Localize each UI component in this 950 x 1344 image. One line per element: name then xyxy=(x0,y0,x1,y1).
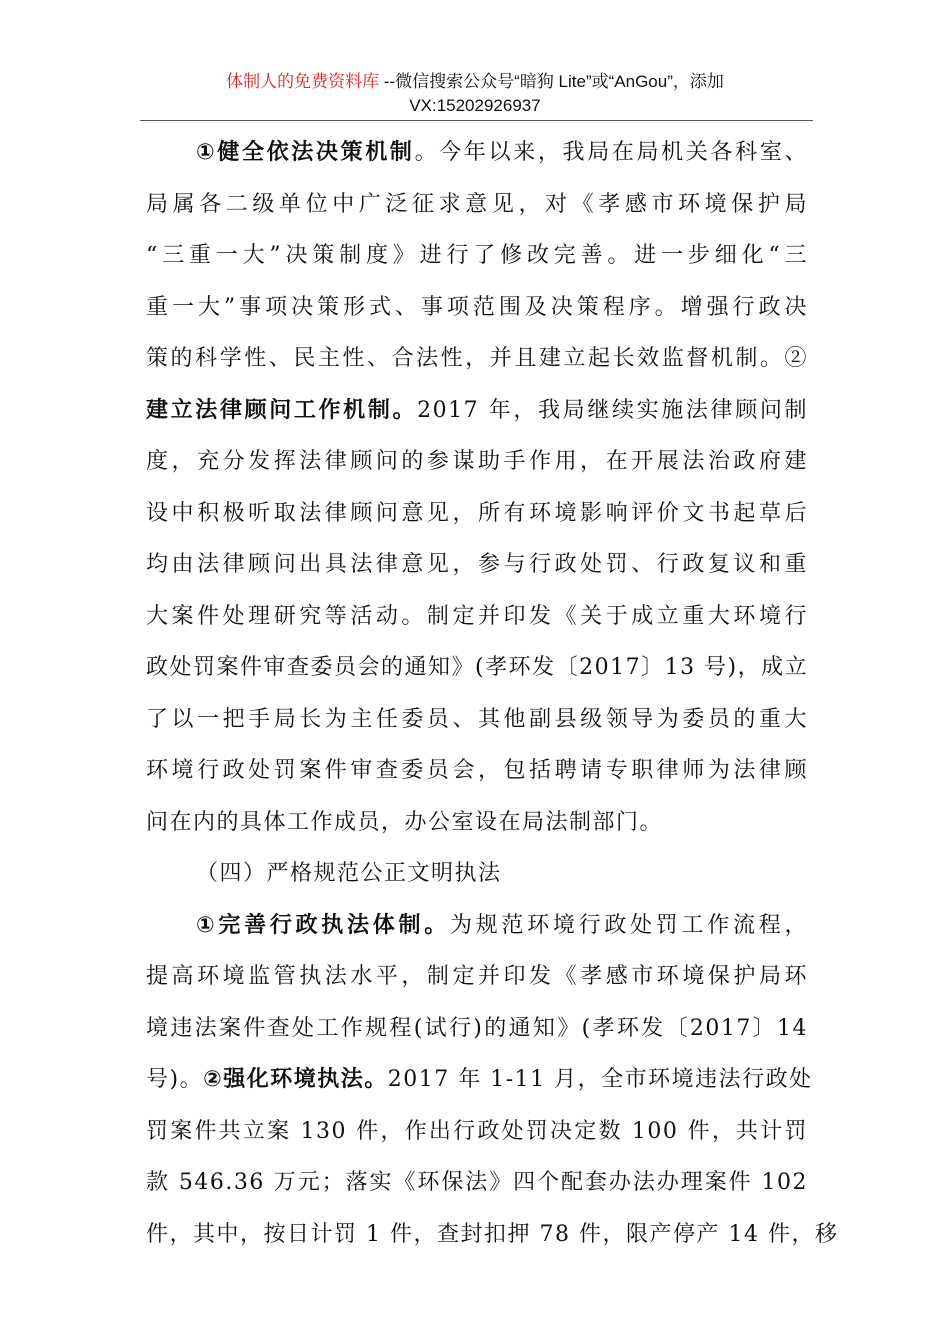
header-line-1 xyxy=(140,70,810,94)
header-divider xyxy=(140,120,813,121)
text-run: 罚案件共立案 130 件，作出行政处罚决定数 100 件，共计罚 xyxy=(146,1118,808,1144)
text-line xyxy=(146,230,808,282)
text-run: 局属各二级单位中广泛征求意见，对《孝感市环境保护局 xyxy=(146,191,808,217)
page-header xyxy=(140,70,810,118)
header-brand: 体制人的免费资料库 xyxy=(226,72,380,91)
text-line xyxy=(146,333,808,385)
text-run: 。今年以来，我局在局机关各科室、 xyxy=(414,140,808,165)
text-line xyxy=(146,385,808,437)
text-line xyxy=(146,539,808,591)
bold-run: ①完善行政执法体制。 xyxy=(196,912,450,938)
text-run: 环境行政处罚案件审查委员会，包括聘请专职律师为法律顾 xyxy=(146,758,808,783)
text-run: 设中积极听取法律顾问意见，所有环境影响评价文书起草后 xyxy=(146,500,808,526)
body-text xyxy=(146,127,839,1260)
header-notice: --微信搜索公众号“暗狗 Lite”或“AnGou”，添加 xyxy=(379,72,724,91)
text-run: 号)。 xyxy=(146,1067,204,1092)
text-run: 问在内的具体工作成员，办公室设在局法制部门。 xyxy=(146,809,664,835)
text-line xyxy=(146,797,808,849)
text-line xyxy=(146,642,808,694)
text-run: 2017 年，我局继续实施法律顾问制 xyxy=(417,397,808,423)
text-run: “三重一大”决策制度》进行了修改完善。进一步细化“三 xyxy=(146,243,808,268)
text-run: 提高环境监管执法水平，制定并印发《孝感市环境保护局环 xyxy=(146,964,808,989)
text-line xyxy=(146,900,808,952)
text-run: 2017 年 1-11 月，全市环境违法行政处 xyxy=(387,1067,813,1092)
text-line xyxy=(146,1003,808,1055)
text-line xyxy=(146,694,808,746)
text-run: 为规范环境行政处罚工作流程， xyxy=(449,912,808,938)
text-run: 重一大”事项决策形式、事项范围及决策程序。增强行政决 xyxy=(146,294,808,320)
text-run: （四）严格规范公正文明执法 xyxy=(196,861,502,886)
text-run: 件，其中，按日计罚 1 件，查封扣押 78 件，限产停产 14 件，移 xyxy=(146,1221,839,1247)
text-run: 款 546.36 万元；落实《环保法》四个配套办法办理案件 102 xyxy=(146,1170,808,1195)
text-run: 政处罚案件审查委员会的通知》(孝环发〔2017〕13 号)，成立 xyxy=(146,655,809,680)
bold-run: 建立法律顾问工作机制。 xyxy=(146,397,418,423)
text-line xyxy=(146,1054,813,1106)
bold-run: ②强化环境执法。 xyxy=(203,1067,388,1092)
text-line xyxy=(146,591,808,643)
text-run: 大案件处理研究等活动。制定并印发《关于成立重大环境行 xyxy=(146,603,808,629)
text-run: 境违法案件查处工作规程(试行)的通知》(孝环发〔2017〕14 xyxy=(146,1015,808,1041)
text-run: 了以一把手局长为主任委员、其他副县级领导为委员的重大 xyxy=(146,706,808,732)
section-heading xyxy=(146,848,808,900)
text-line xyxy=(146,1209,839,1261)
header-line-2: VX:15202926937 xyxy=(409,96,541,115)
text-line xyxy=(146,745,808,797)
bold-run: ①健全依法决策机制 xyxy=(196,140,415,165)
text-line xyxy=(146,1106,808,1158)
text-line xyxy=(146,127,808,179)
text-line xyxy=(146,951,808,1003)
text-line xyxy=(146,1157,808,1209)
text-line xyxy=(146,179,808,231)
text-run: 策的科学性、民主性、合法性，并且建立起长效监督机制。② xyxy=(146,346,808,371)
text-line xyxy=(146,436,808,488)
text-line xyxy=(146,488,808,540)
text-line xyxy=(146,282,808,334)
text-run: 度，充分发挥法律顾问的参谋助手作用，在开展法治政府建 xyxy=(146,449,808,474)
text-run: 均由法律顾问出具法律意见，参与行政处罚、行政复议和重 xyxy=(146,552,808,577)
